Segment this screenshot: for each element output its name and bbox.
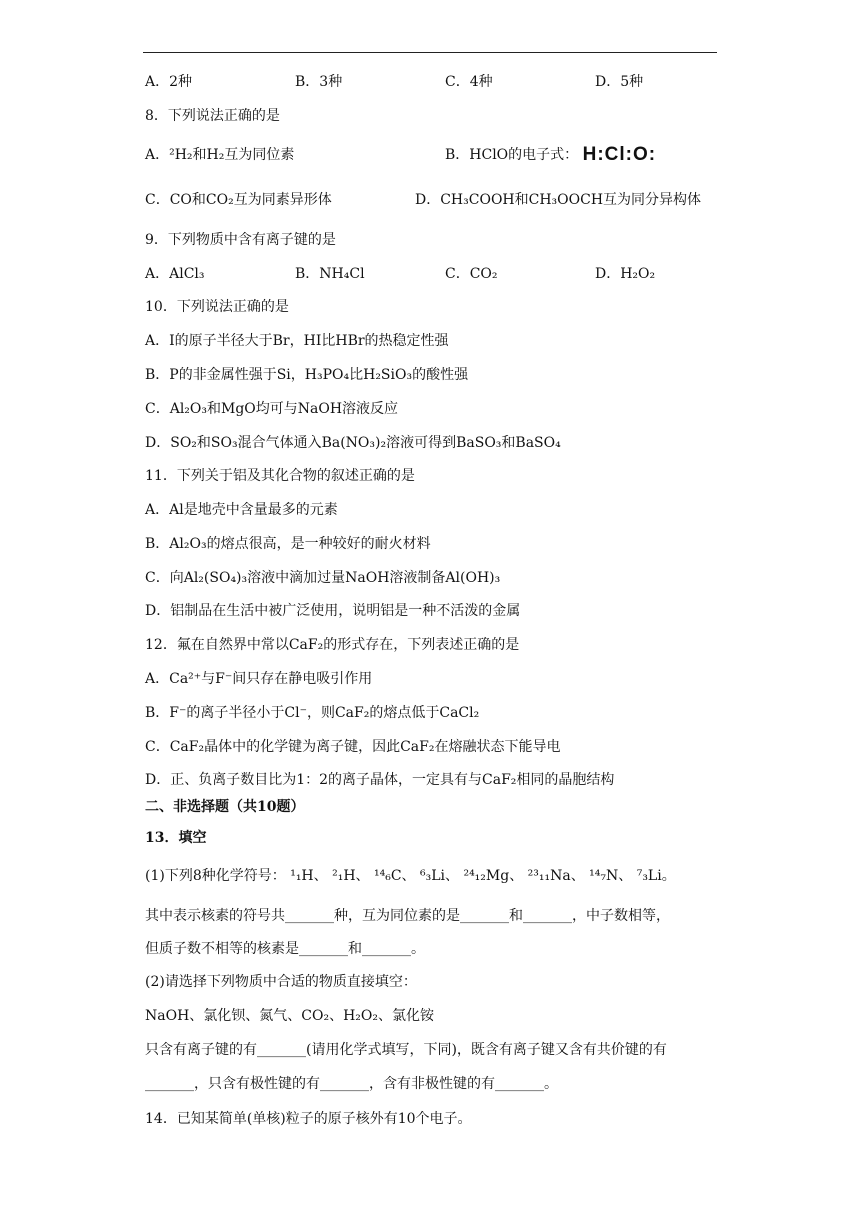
q13-stem: 13．填空 bbox=[145, 830, 207, 846]
q13-part1-line2: 其中表示核素的符号共_______种，互为同位素的是_______和_______，中子数相等， bbox=[145, 908, 670, 924]
q11-option-b: B．Al₂O₃的熔点很高，是一种较好的耐火材料 bbox=[145, 536, 431, 552]
q10-option-c: C．Al₂O₃和MgO均可与NaOH溶液反应 bbox=[145, 401, 399, 417]
q13-part2-line3: 只含有离子键的有_______(请用化学式填写，下同)，既含有离子键又含有共价键的有 bbox=[145, 1042, 667, 1058]
q11-option-a: A．Al是地壳中含量最多的元素 bbox=[145, 502, 338, 518]
nuclide-symbol: ⁶₃Li bbox=[420, 868, 445, 884]
q11-option-c: C．向Al₂(SO₄)₃溶液中滴加过量NaOH溶液制备Al(OH)₃ bbox=[145, 570, 501, 586]
q8-stem: 8．下列说法正确的是 bbox=[145, 108, 280, 124]
q8-option-c: C．CO和CO₂互为同素异形体 bbox=[145, 192, 332, 208]
q10-option-b: B．P的非金属性强于Si，H₃PO₄比H₂SiO₃的酸性强 bbox=[145, 367, 469, 383]
nuclide-symbol: ¹⁴₇N bbox=[589, 868, 619, 884]
q7-option-d: D．5种 bbox=[595, 74, 644, 90]
q9-stem: 9．下列物质中含有离子键的是 bbox=[145, 232, 336, 248]
nuclide-symbol: ⁷₃Li bbox=[636, 868, 662, 884]
nuclide-symbol: ¹⁴₆C bbox=[373, 868, 402, 884]
q9-option-d: D．H₂O₂ bbox=[595, 266, 656, 282]
q10-option-d: D．SO₂和SO₃混合气体通入Ba(NO₃)₂溶液可得到BaSO₃和BaSO₄ bbox=[145, 435, 561, 451]
q12-option-c: C．CaF₂晶体中的化学键为离子键，因此CaF₂在熔融状态下能导电 bbox=[145, 739, 561, 755]
q13-part1-line3: 但质子数不相等的核素是_______和_______。 bbox=[145, 941, 425, 957]
nuclide-symbol: ²₁H bbox=[332, 868, 356, 884]
section-heading: 二、非选择题（共10题） bbox=[145, 799, 305, 815]
q9-option-b: B．NH₄Cl bbox=[295, 266, 365, 282]
q8-option-d: D．CH₃COOH和CH₃OOCH互为同分异构体 bbox=[415, 192, 702, 208]
q7-option-a: A．2种 bbox=[145, 74, 193, 90]
q11-stem: 11．下列关于铝及其化合物的叙述正确的是 bbox=[145, 468, 415, 484]
hclo-electron-formula: H:Cl:O: bbox=[582, 144, 657, 165]
nuclide-symbol: ¹₁H bbox=[290, 868, 314, 884]
q13-part2-intro: (2)请选择下列物质中合适的物质直接填空： bbox=[145, 974, 417, 990]
q10-stem: 10．下列说法正确的是 bbox=[145, 299, 289, 315]
q9-option-a: A．AlCl₃ bbox=[145, 266, 205, 282]
q12-option-a: A．Ca²⁺与F⁻间只存在静电吸引作用 bbox=[145, 671, 373, 687]
q12-stem: 12．氟在自然界中常以CaF₂的形式存在，下列表述正确的是 bbox=[145, 637, 520, 653]
q14-stem: 14．已知某简单(单核)粒子的原子核外有10个电子。 bbox=[145, 1111, 472, 1127]
q7-option-b: B．3种 bbox=[295, 74, 343, 90]
nuclide-symbol: ²⁴₁₂Mg bbox=[463, 868, 510, 884]
q12-option-d: D．正、负离子数目比为1：2的离子晶体，一定具有与CaF₂相同的晶胞结构 bbox=[145, 772, 615, 788]
q12-option-b: B．F⁻的离子半径小于Cl⁻，则CaF₂的熔点低于CaCl₂ bbox=[145, 705, 480, 721]
q9-option-c: C．CO₂ bbox=[445, 266, 498, 282]
q7-option-c: C．4种 bbox=[445, 74, 493, 90]
q8-option-b bbox=[445, 145, 656, 165]
q10-option-a: A．I的原子半径大于Br，HI比HBr的热稳定性强 bbox=[145, 333, 449, 349]
q8-option-b-label: B．HClO的电子式： bbox=[445, 147, 579, 163]
nuclide-symbol: ²³₁₁Na bbox=[527, 868, 571, 884]
q11-option-d: D．铝制品在生活中被广泛使用，说明铝是一种不活泼的金属 bbox=[145, 603, 521, 619]
q8-option-a: A．²H₂和H₂互为同位素 bbox=[145, 147, 295, 163]
q13-part1-symbols: (1)下列8种化学符号： ¹₁H、 ²₁H、 ¹⁴₆C、 ⁶₃Li、 ²⁴₁₂Mg、 ²³₁₁Na、 ¹⁴₇N、 ⁷₃Li。 bbox=[145, 868, 676, 884]
q13-part2-line4: _______，只含有极性键的有_______，含有非极性键的有_______。 bbox=[145, 1076, 558, 1092]
header-rule bbox=[143, 52, 717, 53]
q13-part1-intro: (1)下列8种化学符号： bbox=[145, 868, 286, 884]
q13-part2-list: NaOH、氯化钡、氮气、CO₂、H₂O₂、氯化铵 bbox=[145, 1008, 434, 1024]
